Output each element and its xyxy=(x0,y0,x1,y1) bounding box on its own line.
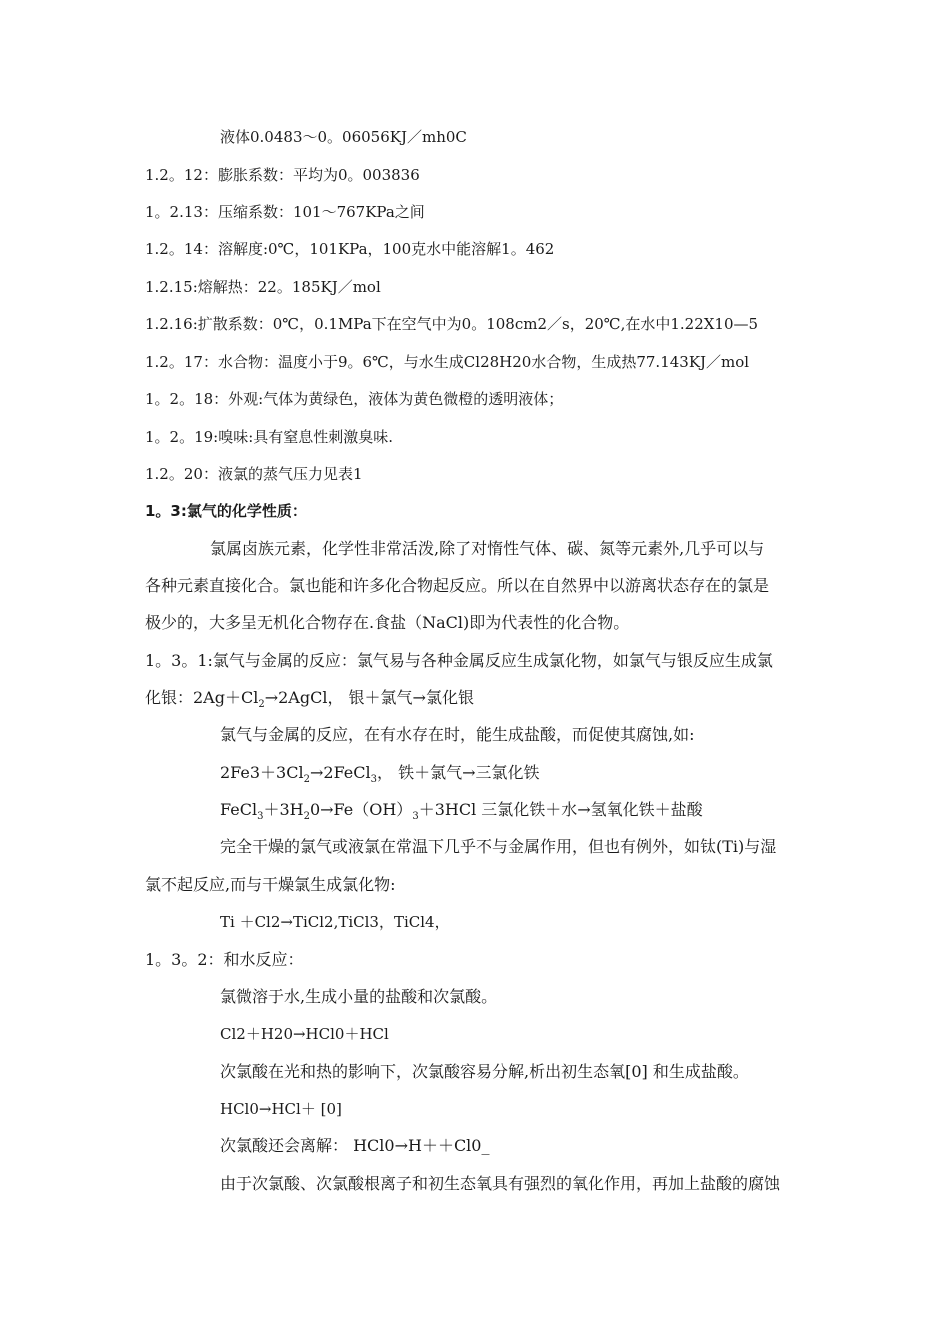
equation-part: →2FeCl xyxy=(309,763,371,782)
subscript: 2 xyxy=(303,811,310,823)
equation-chlorine-water: Cl2＋H20→HCl0＋HCl xyxy=(220,1025,389,1043)
paragraph-line: 由于次氯酸、次氯酸根离子和初生态氧具有强烈的氧化作用，再加上盐酸的腐蚀 xyxy=(220,1174,781,1193)
section-heading-water-reaction: 1。3。2：和水反应： xyxy=(145,950,304,969)
section-heading-chemical-properties: 1。3:氯气的化学性质： xyxy=(145,502,307,520)
paragraph-line: 氯属卤族元素，化学性非常活泼,除了对惰性气体、碳、氮等元素外,几乎可以与 xyxy=(210,539,765,558)
text-line-diffusion: 1.2.16:扩散系数：0℃，0.1MPa下在空气中为0。108cm2／s，20℃,在水中1.22X10—5 xyxy=(145,315,759,333)
text-line-expansion: 1.2。12：膨胀系数：平均为0。003836 xyxy=(145,166,420,184)
paragraph-line: 各种元素直接化合。氯也能和许多化合物起反应。所以在自然界中以游离状态存在的氯是 xyxy=(145,576,770,595)
paragraph-line: 1。3。1:氯气与金属的反应：氯气易与各种金属反应生成氯化物，如氯气与银反应生成氯 xyxy=(145,651,773,670)
paragraph-line: 氯微溶于水,生成小量的盐酸和次氯酸。 xyxy=(220,987,498,1006)
equation-part: 化银：2Ag＋Cl xyxy=(145,688,259,707)
equation-silver-chloride xyxy=(145,688,474,711)
paragraph-line: 次氯酸在光和热的影响下，次氯酸容易分解,析出初生态氧[0] 和生成盐酸。 xyxy=(220,1062,749,1081)
subscript: 3 xyxy=(412,811,419,823)
equation-titanium: Ti ＋Cl2→TiCl2,TiCl3，TiCl4， xyxy=(220,913,450,931)
subscript: 3 xyxy=(370,774,377,786)
equation-hypochlorous-dissociation: 次氯酸还会离解： HCl0→H＋＋Cl0_ xyxy=(220,1136,490,1155)
equation-iron-chloride xyxy=(220,763,540,786)
paragraph-line: 完全干燥的氯气或液氯在常温下几乎不与金属作用，但也有例外，如钛(Ti)与湿 xyxy=(220,837,777,856)
equation-part: ＋3H xyxy=(263,800,304,819)
equation-ferric-hydrolysis xyxy=(220,800,703,823)
paragraph-line: 氯气与金属的反应，在有水存在时，能生成盐酸，而促使其腐蚀,如: xyxy=(220,725,695,744)
text-line-appearance: 1。2。18：外观:气体为黄绿色，液体为黄色微橙的透明液体； xyxy=(145,390,564,408)
text-line-compression: 1。2.13：压缩系数：101～767KPa之间 xyxy=(145,203,425,221)
equation-part: 2Fe3＋3Cl xyxy=(220,763,304,782)
text-line-liquid-thermal: 液体0.0483～0。06056KJ／mh0C xyxy=(220,128,467,146)
subscript: 2 xyxy=(303,774,310,786)
subscript: 3 xyxy=(257,811,264,823)
text-line-odor: 1。2。19:嗅味:具有窒息性刺激臭味. xyxy=(145,428,394,446)
text-line-vapor-pressure: 1.2。20：液氯的蒸气压力见表1 xyxy=(145,465,363,483)
text-line-solubility: 1.2。14：溶解度:0℃，101KPa，100克水中能溶解1。462 xyxy=(145,240,555,258)
equation-part: FeCl xyxy=(220,800,258,819)
paragraph-line: 氯不起反应,而与干燥氯生成氯化物: xyxy=(145,875,396,894)
equation-hypochlorous-decomposition: HCl0→HCl＋ [0] xyxy=(220,1100,342,1118)
text-line-hydrate: 1.2。17：水合物：温度小于9。6℃，与水生成Cl28H20水合物，生成热77.143KJ／mol xyxy=(145,353,750,371)
text-line-heat-of-fusion: 1.2.15:熔解热：22。185KJ／mol xyxy=(145,278,381,296)
paragraph-line: 极少的，大多呈无机化合物存在.食盐（NaCl)即为代表性的化合物。 xyxy=(145,613,630,632)
equation-part: ＋3HCl 三氯化铁＋水→氢氧化铁＋盐酸 xyxy=(418,800,703,819)
equation-part: 0→Fe（OH） xyxy=(309,800,413,819)
equation-part: →2AgCl， 银＋氯气→氯化银 xyxy=(264,688,474,707)
subscript: 2 xyxy=(258,699,265,711)
equation-part: ， 铁＋氯气→三氯化铁 xyxy=(377,763,540,782)
